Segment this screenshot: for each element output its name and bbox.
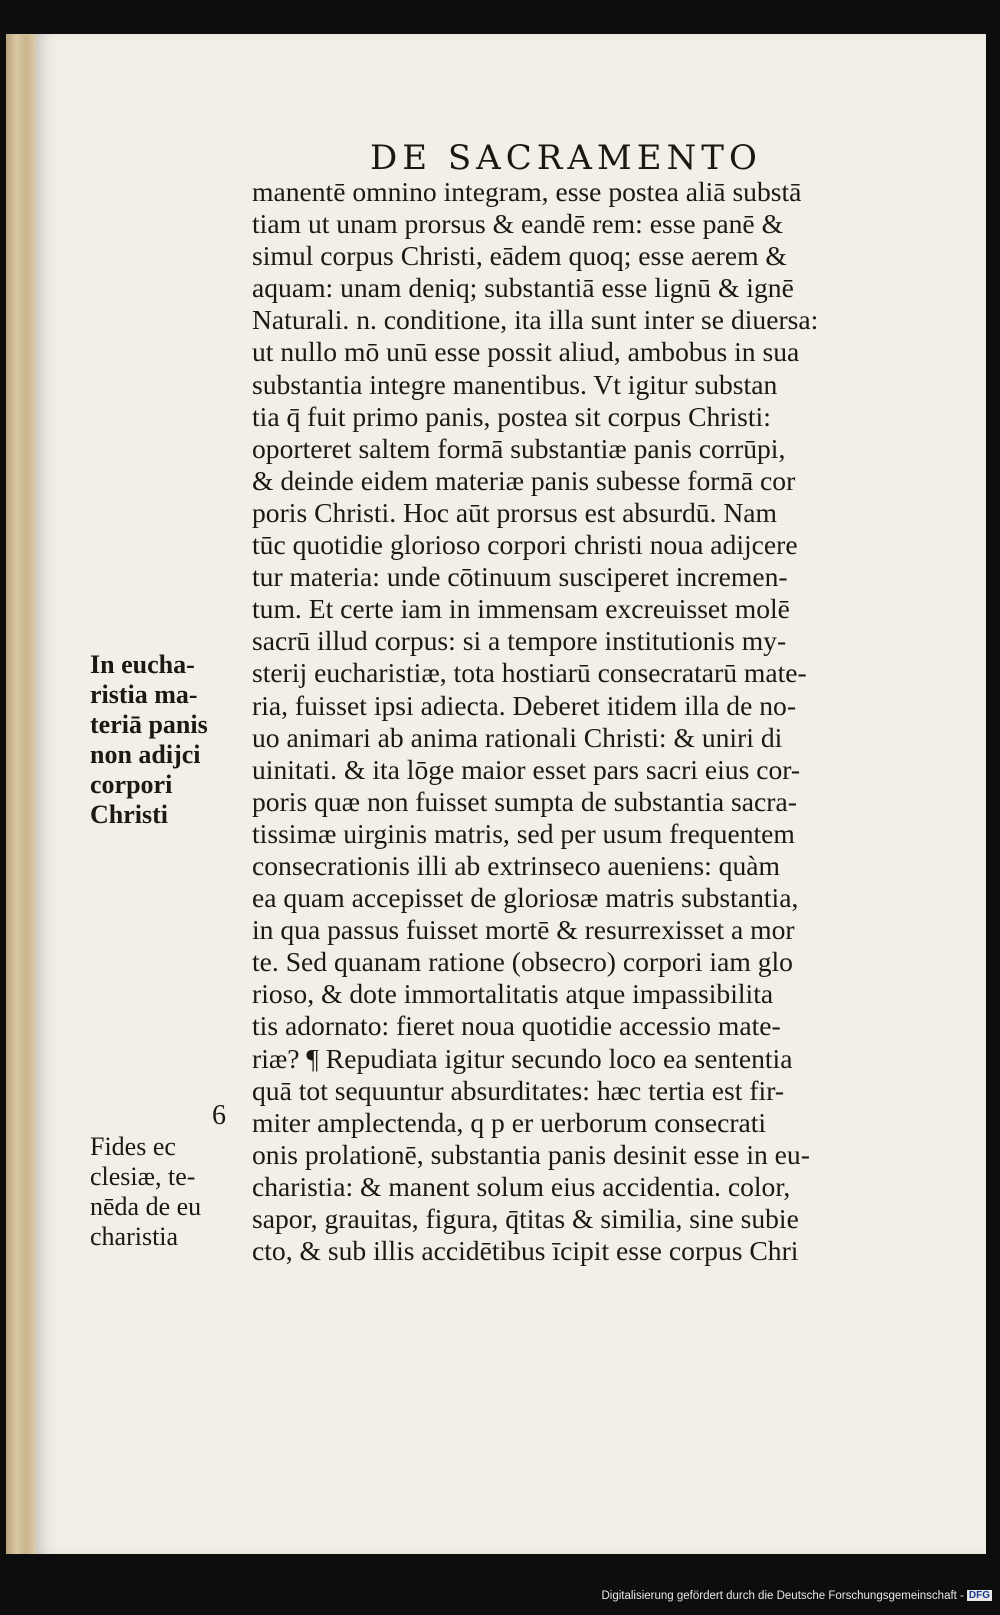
text-line: ut nullo mō unū esse possit aliud, ambobus in sua [252, 336, 800, 368]
text-line: sterij eucharistiæ, tota hostiarū consecratarū mate- [252, 657, 807, 689]
text-line: in qua passus fuisset mortē & resurrexisset a mor [252, 914, 795, 946]
text-line: substantia integre manentibus. Vt igitur substan [252, 368, 778, 400]
gloss-line: corpori [90, 770, 173, 799]
text-line: rioso, & dote immortalitatis atque impassibilita [252, 978, 774, 1010]
text-line: te. Sed quanam ratione (obsecro) corpori iam glo [252, 946, 793, 978]
text-line: uo animari ab anima rationali Christi: & uniri di [252, 721, 783, 753]
text-line: tur materia: unde cōtinuum susciperet incremen- [252, 561, 788, 593]
text-line: charistia: & manent solum eius accidentia. color, [252, 1170, 791, 1202]
text-line: aquam: unam deniq; substantiā esse lignū & ignē [252, 272, 794, 304]
text-line: quā tot sequuntur absurditates: hæc tertia est fir- [252, 1074, 785, 1106]
gloss-line: Christi [90, 800, 168, 829]
gloss-line: nēda de eu [90, 1192, 202, 1221]
text-line: & deinde eidem materiæ panis subesse formā cor [252, 464, 796, 496]
text-line: tissimæ uirginis matris, sed per usum frequentem [252, 817, 795, 849]
running-header: DE SACRAMENTO [370, 138, 762, 178]
text-line: sacrū illud corpus: si a tempore institutionis my- [252, 625, 787, 657]
marginal-number: 6 [212, 1100, 226, 1131]
text-line: onis prolationē, substantia panis desinit esse in eu- [252, 1138, 810, 1170]
text-line: Naturali. n. conditione, ita illa sunt inter se diuersa: [252, 304, 819, 336]
text-line: poris Christi. Hoc aūt prorsus est absurdū. Nam [252, 496, 777, 528]
gloss-line: ristia ma- [90, 680, 198, 709]
marginal-gloss-fides [90, 1132, 240, 1252]
digitization-footer [601, 1590, 992, 1602]
text-line: ea quam accepisset de gloriosæ matris substantia, [252, 882, 799, 914]
text-line: ria, fuisset ipsi adiecta. Deberet itidem illa de no- [252, 689, 797, 721]
text-line: manentē omnino integram, esse postea aliā substā [252, 176, 802, 207]
text-line: tis adornato: fieret noua quotidie accessio mate- [252, 1010, 781, 1042]
text-line: uinitati. & ita lōge maior esset pars sacri eius cor- [252, 753, 801, 785]
text-line: tiam ut unam prorsus & eandē rem: esse panē & [252, 208, 784, 240]
text-line: cto, & sub illis accidētibus īcipit esse corpus Chri [252, 1235, 799, 1267]
text-line: tia q̄ fuit primo panis, postea sit corpus Christi: [252, 400, 771, 432]
main-text-block [252, 176, 942, 1267]
gloss-line: teriā panis [90, 710, 208, 739]
marginal-gloss-eucharistia [90, 650, 240, 830]
gloss-line: charistia [90, 1222, 179, 1251]
page-fore-edge [6, 34, 40, 1554]
gloss-line: clesiæ, te- [90, 1162, 196, 1191]
text-line: tūc quotidie glorioso corpori christi noua adijcere [252, 529, 798, 561]
gloss-line: Fides ec [90, 1132, 176, 1161]
text-line: consecrationis illi ab extrinseco aueniens: quàm [252, 849, 780, 881]
text-line: oporteret saltem formā substantiæ panis corrūpi, [252, 432, 786, 464]
gloss-line: In eucha- [90, 650, 195, 679]
text-line: sapor, grauitas, figura, q̄titas & similia, sine subie [252, 1203, 799, 1234]
text-line: poris quæ non fuisset sumpta de substantia sacra- [252, 785, 797, 817]
dfg-logo: DFG [968, 1590, 990, 1601]
gloss-line: non adijci [90, 740, 201, 769]
footer-text: Digitalisierung gefördert durch die Deutsche Forschungsgemeinschaft - [601, 1590, 964, 1602]
text-line: miter amplectenda, q p er uerborum consecrati [252, 1106, 767, 1138]
text-line: simul corpus Christi, eādem quoq; esse aerem & [252, 240, 787, 272]
text-line: riæ? ¶ Repudiata igitur secundo loco ea sententia [252, 1042, 793, 1074]
text-line: tum. Et certe iam in immensam excreuisset molē [252, 593, 790, 625]
